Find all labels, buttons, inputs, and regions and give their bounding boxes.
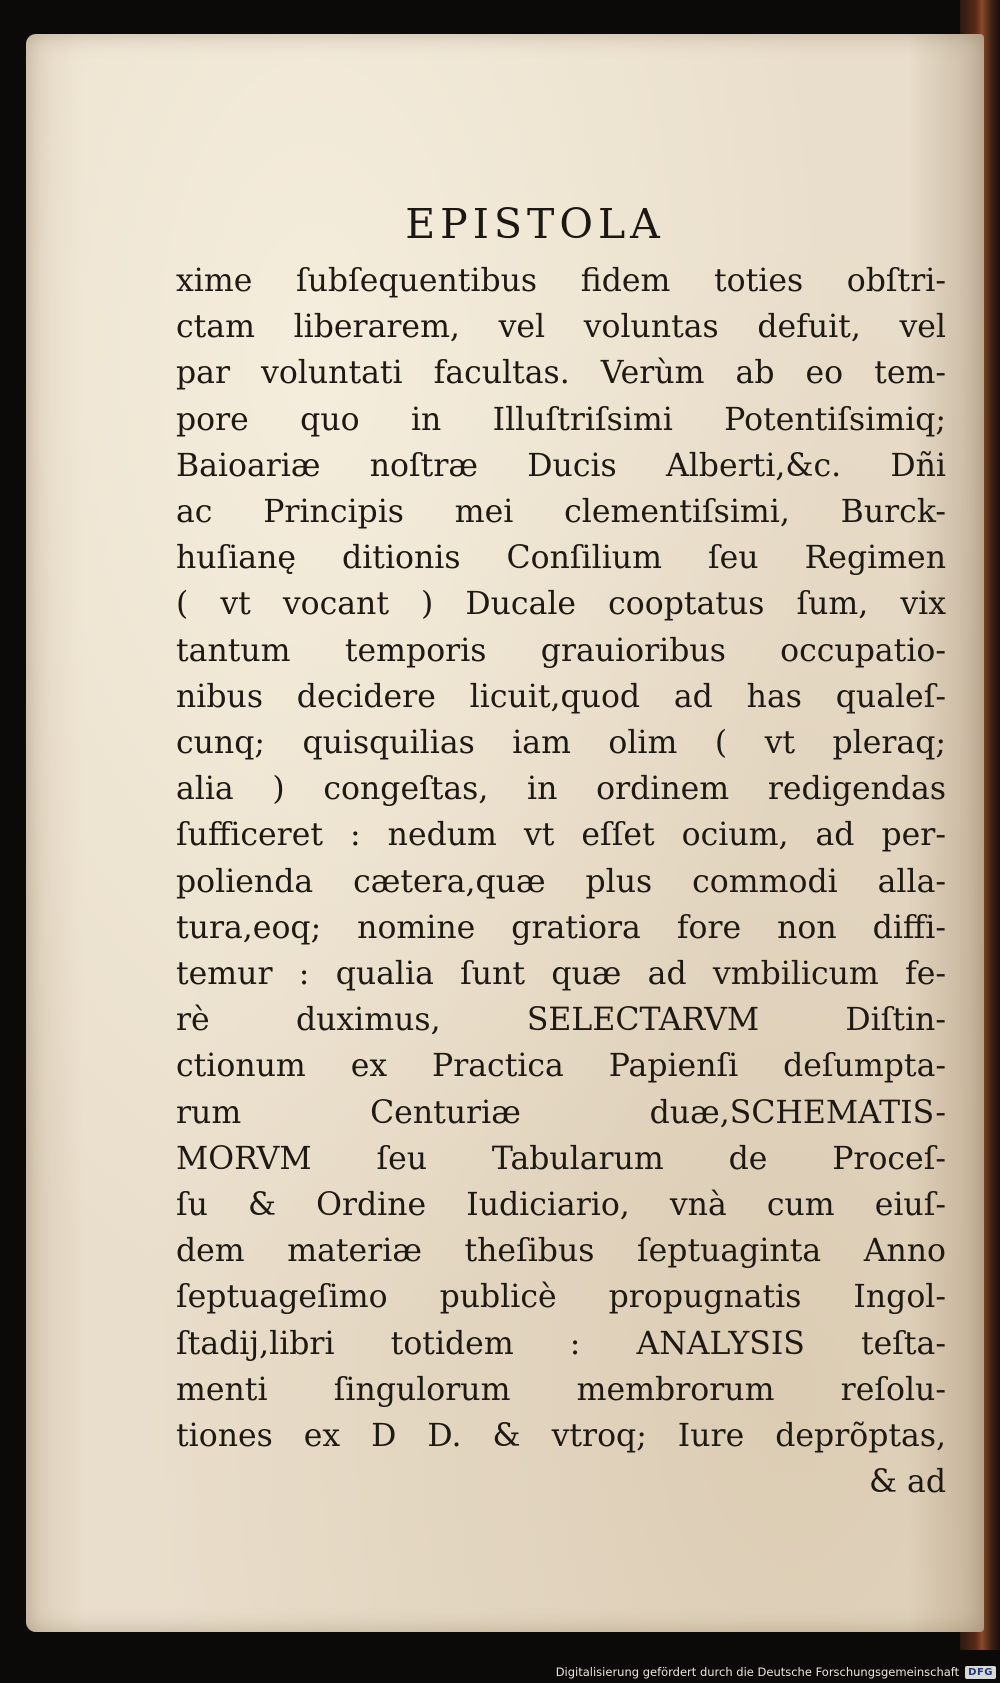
text-line: temur : qualia ſunt quæ ad vmbilicum fe-: [176, 956, 946, 993]
text-line: tura,eoq; nomine gratiora fore non diffi-: [176, 909, 946, 946]
text-line: rum Centuriæ duæ,SCHEMATIS-: [176, 1094, 946, 1131]
text-line: dem materiæ theſibus ſeptuaginta Anno: [176, 1233, 946, 1270]
text-line: ſufficeret : nedum vt eſſet ocium, ad per-: [176, 817, 946, 854]
text-line: polienda cætera,quæ plus commodi alla-: [176, 863, 946, 900]
text-line: nibus decidere licuit,quod ad has qualeſ-: [176, 678, 946, 715]
text-line: ctionum ex Practica Papienſi deſumpta-: [176, 1048, 946, 1085]
text-line: tiones ex D D. & vtroq; Iure deprõptas,: [176, 1418, 946, 1455]
text-line: par voluntati facultas. Verùm ab eo tem-: [176, 355, 946, 392]
text-line: alia ) congeſtas, in ordinem redigendas: [176, 771, 946, 808]
text-line: ctam liberarem, vel voluntas defuit, vel: [176, 309, 946, 346]
footer-credit: Digitalisierung gefördert durch die Deutsche Forschungsgemeinschaft: [555, 1665, 960, 1679]
text-line: MORVM ſeu Tabularum de Proceſ-: [176, 1140, 946, 1177]
dfg-logo: DFG: [965, 1666, 996, 1679]
text-line: ac Principis mei clementiſsimi, Burck-: [176, 494, 946, 531]
text-line: ſeptuageſimo publicè propugnatis Ingol-: [176, 1279, 946, 1316]
text-line: ſtadij,libri totidem : ANALYSIS teſta-: [176, 1325, 946, 1362]
text-line: xime ſubſequentibus fidem toties obſtri-: [176, 263, 946, 299]
text-line: cunq; quisquilias iam olim ( vt pleraq;: [176, 725, 946, 762]
text-line: tantum temporis grauioribus occupatio-: [176, 632, 946, 669]
text-line: ( vt vocant ) Ducale cooptatus ſum, vix: [176, 586, 946, 623]
text-line: pore quo in Illuſtriſsimi Potentiſsimiq;: [176, 401, 946, 438]
text-line: ſu & Ordine Iudiciario, vnà cum eiuſ-: [176, 1187, 946, 1224]
body-text: [176, 258, 946, 1505]
text-line: huſianę ditionis Conſilium ſeu Regimen: [176, 540, 946, 577]
digitization-footer: [556, 1665, 996, 1679]
book-page: [26, 34, 984, 1632]
text-line: Baioariæ noſtræ Ducis Alberti,&c. Dñi: [176, 447, 946, 484]
text-line: rè duximus, SELECTARVM Diſtin-: [176, 1002, 946, 1039]
catchword: & ad: [869, 1464, 946, 1501]
text-line: menti ſingulorum membrorum reſolu-: [176, 1371, 946, 1408]
running-header: EPISTOLA: [405, 200, 665, 248]
